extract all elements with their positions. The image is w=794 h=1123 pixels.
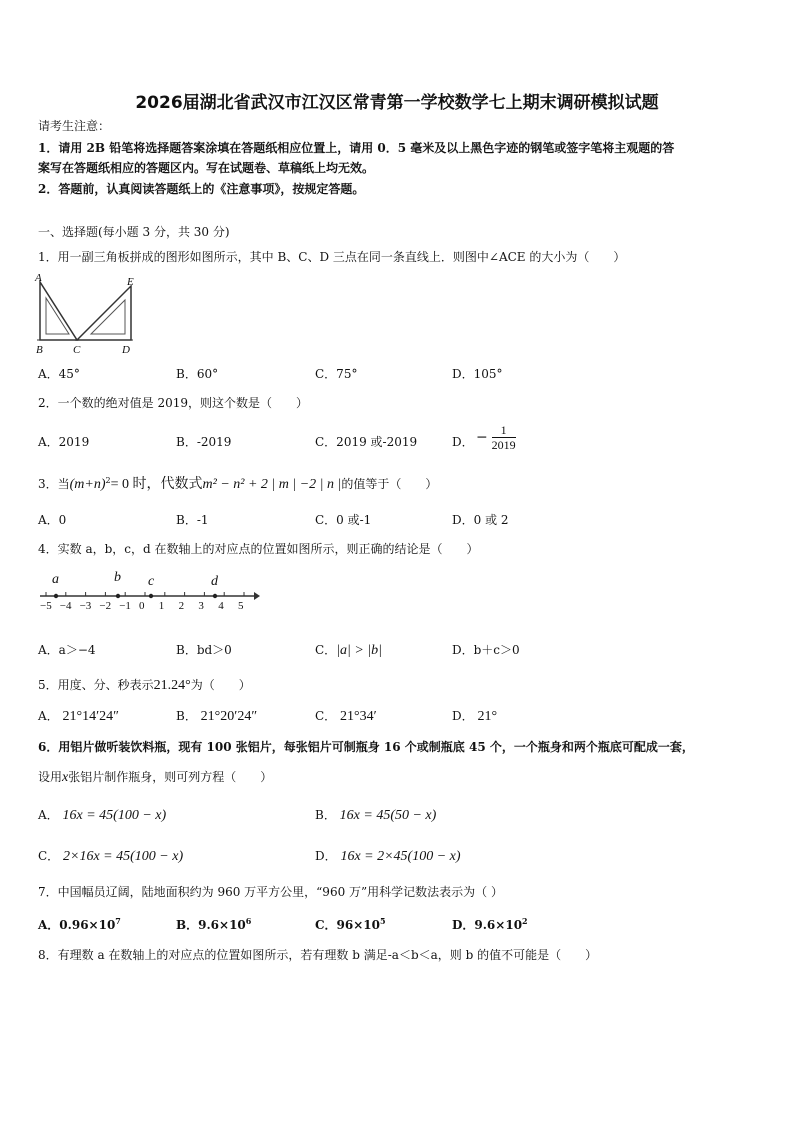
q2-fraction: − $\frac{1}{2019}$ [476, 423, 516, 452]
q2-option-c: C．2019 或-2019 [315, 435, 418, 449]
q3-option-b: B．-1 [176, 513, 209, 527]
q5-option-d: D． 21° [452, 709, 498, 724]
q5-option-a: A． 21°14′24″ [38, 709, 119, 724]
q1-option-c: C．75° [315, 367, 358, 381]
question-6-text: 6．用铝片做听装饮料瓶，现有 100 张铝片，每张铝片可制瓶身 16 个或制瓶底 45 个，一个瓶身和两个瓶底可配成一套， [38, 740, 694, 754]
q6-option-c: C． 2×16x = 45(100 − x) [38, 849, 184, 864]
question-1-text: 1．用一副三角板拼成的图形如图所示，其中 B、C、D 三点在同一条直线上．则图中∠ACE 的大小为（ ） [38, 250, 626, 264]
q7-option-c: C．$96\times 10^5$ [315, 916, 386, 932]
notice-item-1: 1．请用 2B 铅笔将选择题答案涂填在答题纸相应位置上，请用 0．5 毫米及以上黑色字迹的钢笔或签字笔将主观题的答 [38, 141, 675, 155]
number-line-figure [36, 570, 260, 616]
figure-label-a: A [35, 272, 42, 284]
q4-option-b: B．bd＞0 [176, 643, 232, 657]
notice-item-1-cont: 案写在答题纸相应的答题区内。写在试题卷、草稿纸上均无效。 [38, 161, 375, 175]
figure-label-d: D [122, 344, 130, 356]
q7-option-b: B．$9.6\times 10^6$ [176, 916, 252, 932]
q6-option-d: D． 16x = 2×45(100 − x) [315, 849, 461, 864]
axis-tick-label: 3 [198, 600, 204, 612]
q6-option-b: B． 16x = 45(50 − x) [315, 808, 437, 823]
q1-option-d: D．105° [452, 367, 503, 381]
axis-tick-label: −1 [119, 600, 131, 612]
axis-tick-label: 4 [218, 600, 224, 612]
triangle-figure [33, 272, 143, 358]
q4-option-a: A．a＞−4 [38, 643, 96, 657]
axis-tick-label: −2 [99, 600, 112, 612]
axis-tick-label: 1 [158, 600, 165, 612]
axis-tick-label: −5 [40, 600, 52, 612]
axis-label-a: a [52, 572, 59, 587]
q2-option-b: B．-2019 [176, 435, 232, 449]
q4-option-c: C．|a| > |b| [315, 643, 383, 658]
axis-label-b: b [114, 570, 121, 585]
notice-heading: 请考生注意： [38, 119, 111, 133]
question-2-text: 2．一个数的绝对值是 2019，则这个数是（ ） [38, 396, 308, 410]
axis-label-c: c [148, 574, 155, 589]
page-title: 2026届湖北省武汉市江汉区常青第一学校数学七上期末调研模拟试题 [135, 93, 659, 113]
axis-tick-label: −4 [59, 600, 72, 612]
figure-label-b: B [36, 344, 43, 356]
q3-option-c: C．0 或-1 [315, 513, 372, 527]
q2-option-d: D． [452, 435, 474, 449]
question-6-text-cont: 设用x张铝片制作瓶身，则可列方程（ ） [38, 770, 273, 785]
q3-option-d: D．0 或 2 [452, 513, 509, 527]
question-5-text: 5．用度、分、秒表示21.24°为（ ） [38, 678, 251, 693]
q5-option-b: B． 21°20′24″ [176, 709, 258, 724]
figure-label-c: C [73, 344, 81, 356]
axis-tick-label: 2 [178, 600, 185, 612]
question-8-text: 8．有理数 a 在数轴上的对应点的位置如图所示，若有理数 b 满足-a＜b＜a，则 b 的值不可能是（ ） [38, 948, 598, 962]
section-heading: 一、选择题(每小题 3 分，共 30 分) [38, 225, 230, 239]
q1-option-b: B．60° [176, 367, 219, 381]
axis-tick-label: 5 [238, 600, 244, 612]
figure-label-e: E [127, 276, 134, 288]
axis-label-d: d [211, 574, 218, 589]
q5-option-c: C． 21°34′ [315, 709, 377, 724]
q1-option-a: A．45° [38, 367, 80, 381]
q6-option-a: A． 16x = 45(100 − x) [38, 808, 167, 823]
q2-option-a: A．2019 [38, 435, 90, 449]
q7-option-a: A．$0.96\times 10^7$ [38, 916, 121, 932]
notice-item-2: 2．答题前，认真阅读答题纸上的《注意事项》，按规定答题。 [38, 182, 365, 196]
q4-option-d: D．b＋c＞0 [452, 643, 520, 657]
q7-option-d: D．$9.6\times 10^2$ [452, 916, 528, 932]
axis-tick-label: 0 [139, 600, 145, 612]
question-7-text: 7．中国幅员辽阔，陆地面积约为 960 万平方公里，“960 万”用科学记数法表示为（ ） [38, 885, 503, 899]
axis-tick-label: −3 [79, 600, 92, 612]
q3-option-a: A．0 [38, 513, 67, 527]
question-4-text: 4．实数 a，b，c，d 在数轴上的对应点的位置如图所示，则正确的结论是（ ） [38, 542, 479, 556]
question-3-text: 3．当$(m+n)^2= 0$ 时，代数式m² − n² + 2 | m | −2 | n |的值等于（ ） [38, 476, 438, 492]
